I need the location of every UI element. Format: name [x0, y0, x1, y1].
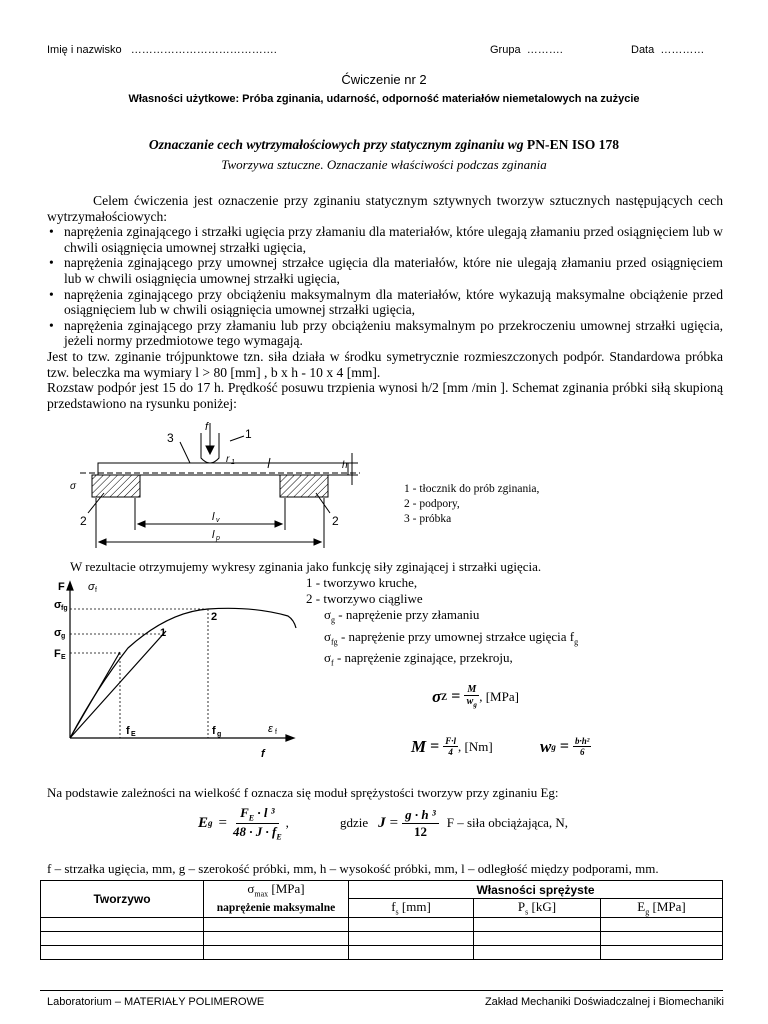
unit: [MPa]: [649, 899, 686, 915]
label-sigma-fg-sub: fg: [61, 605, 68, 612]
axis-eps-sub: f: [275, 729, 277, 736]
curve-1-brittle: [70, 631, 166, 738]
table-cell[interactable]: [41, 945, 204, 959]
label-f: f: [205, 421, 209, 433]
specimen-paragraph: Jest to tzw. zginanie trójpunktowe tzn. siła działa w środku symetrycznie rozmieszczonych podpór. Standardowa próbka tzw. beleczka ma wymiary l > 80 [mm] , b x h - 10 x 4 [mm].: [47, 348, 723, 380]
formula-lhs-sub: Z: [441, 691, 448, 702]
formula-lhs: E: [198, 814, 209, 831]
label-fE: f: [126, 725, 130, 737]
table-cell[interactable]: [601, 931, 723, 945]
group-field: [490, 44, 563, 56]
support-left: [92, 475, 140, 497]
numerator: M: [464, 684, 479, 696]
sub: s: [525, 907, 529, 917]
unit: , [MPa]: [479, 688, 519, 704]
label-FE: F: [54, 648, 61, 660]
exercise-number: Ćwiczenie nr 2: [341, 72, 427, 87]
sub: fg: [331, 637, 338, 647]
legend-item: 1 - tłocznik do prób zginania,: [404, 483, 540, 495]
denominator: 12: [413, 823, 427, 839]
sym: f: [391, 899, 396, 915]
def-text: - naprężenie zginające, przekroju,: [333, 650, 513, 666]
bending-curve-chart: [48, 576, 310, 760]
definitions-line: f – strzałka ugięcia, mm, g – szerokość próbki, mm, h – wysokość próbki, mm, l – odległość między podporami, mm.: [47, 861, 659, 876]
curve-label-1: 1: [160, 627, 167, 639]
doc-subtitle: Tworzywa sztuczne. Oznaczanie właściwości podczas zginania: [221, 157, 547, 172]
formula-lhs: w: [540, 736, 552, 756]
formula-J: [340, 803, 568, 843]
schematic-legend: [404, 482, 539, 527]
unit: [kG]: [528, 899, 557, 915]
label-3: 3: [167, 431, 174, 445]
formula-sigma: [432, 684, 519, 709]
axis-f: f: [261, 748, 265, 760]
table-cell[interactable]: [41, 931, 204, 945]
def-sigma-fg: [306, 629, 578, 651]
group-dots: ……….: [526, 44, 563, 56]
date-field: [631, 44, 704, 56]
formula-Eg: [198, 803, 289, 843]
exercise-subtitle: Własności użytkowe: Próba zginania, udarność, odporność materiałów niemetalowych na zużycie: [128, 93, 640, 105]
header-Eg: [601, 899, 723, 918]
denominator: 6: [579, 747, 585, 757]
label-fg-sub: g: [217, 731, 222, 738]
table-cell[interactable]: [349, 917, 474, 931]
fraction: [573, 736, 591, 757]
label-r1: r: [226, 454, 230, 465]
denominator: [233, 824, 282, 842]
table-cell[interactable]: [474, 917, 601, 931]
table-cell[interactable]: [204, 931, 349, 945]
formula-lhs-sub: g: [551, 741, 556, 752]
label-sigma-g-sub: g: [61, 633, 66, 640]
legend-ductile: 2 - tworzywo ciągliwe: [306, 591, 423, 606]
group-label: Grupa: [490, 44, 521, 56]
numerator: F·l: [445, 736, 457, 746]
footer-left: Laboratorium – MATERIAŁY POLIMEROWE: [47, 996, 265, 1008]
fraction: [233, 805, 282, 841]
label-1: 1: [245, 427, 252, 441]
sub: f: [331, 658, 334, 668]
gdzie: gdzie: [340, 815, 369, 830]
modulus-intro: Na podstawie zależności na wielkość f oznacza się moduł sprężystości tworzyw przy zginaniu Eg:: [47, 785, 559, 800]
table-cell[interactable]: [349, 945, 474, 959]
axis-F: F: [58, 581, 65, 593]
table-row: [41, 945, 723, 959]
header-sigma: [204, 881, 349, 899]
label-2-right: 2: [332, 514, 339, 528]
label-r1-sub: 1: [231, 459, 235, 466]
name-dots: ………………………………….: [130, 44, 277, 56]
axis-sigma-f: σ: [88, 581, 95, 593]
formula-lhs: σ: [432, 686, 442, 706]
date-dots: …………: [660, 44, 705, 56]
footer-rule: [40, 990, 723, 991]
equals: =: [430, 737, 440, 755]
equals: =: [559, 737, 569, 755]
F-description: F – siła obciążająca, N,: [446, 815, 569, 830]
label-fE-sub: E: [131, 731, 136, 738]
table-cell[interactable]: [601, 917, 723, 931]
title-main: Oznaczanie cech wytrzymałościowych przy statycznym zginaniu wg: [148, 137, 524, 152]
label-lv-sub: v: [216, 517, 220, 524]
sym: σ: [247, 881, 255, 896]
sym: P: [517, 899, 526, 915]
header-Ps: [474, 899, 601, 918]
formula-lhs-sub: g: [208, 818, 213, 828]
equals: =: [389, 814, 399, 831]
table-cell[interactable]: [601, 945, 723, 959]
name-field: [47, 44, 277, 56]
legend-item: 3 - próbka: [404, 513, 452, 525]
numerator: [236, 805, 279, 824]
footer-right: Zakład Mechaniki Doświadczalnej i Biomechaniki: [484, 996, 724, 1008]
curve-label-2: 2: [211, 611, 218, 623]
list-item: • naprężenia zginającego przy obciążeniu maksymalnym dla materiałów, które wykazują maksymalne obciążenie przed osiągnięciem lub w chwili osiągnięcia umownej strzałki ugięcia,: [47, 287, 723, 318]
num-tail: · l ³: [254, 804, 275, 820]
table-cell[interactable]: [474, 931, 601, 945]
numerator: b·h²: [574, 736, 590, 746]
table-cell[interactable]: [204, 945, 349, 959]
date-label: Data: [631, 44, 655, 56]
legend-item: 2 - podpory,: [404, 498, 460, 510]
label-h: h: [342, 460, 348, 471]
num-text: F: [240, 804, 249, 820]
fraction: [443, 736, 458, 757]
formula-lhs: M: [411, 736, 427, 756]
unit: [mm]: [398, 899, 431, 915]
header-sigma-desc: naprężenie maksymalne: [204, 899, 349, 918]
sub: max: [254, 889, 269, 899]
den-text: 48 · J · f: [232, 823, 277, 839]
sub: g: [574, 637, 579, 647]
label-lv: l: [212, 511, 215, 523]
fraction: [402, 807, 439, 840]
sub: g: [645, 907, 650, 917]
supports-paragraph: Rozstaw podpór jest 15 do 17 h. Prędkość posuwu trzpienia wynosi h/2 [mm /min ]. Schemat zginania próbki siłą skupioną przedstawiono na rysunku poniżej:: [47, 380, 723, 411]
num-sub: E: [248, 813, 255, 823]
name-label: Imię i nazwisko: [47, 44, 122, 56]
intro-block: [47, 193, 723, 411]
formula-wg: [540, 736, 591, 757]
formula-M: [411, 736, 493, 757]
label-sigma: σ: [70, 481, 77, 492]
unit: , [Nm]: [458, 738, 493, 754]
curve-legend: [306, 575, 578, 672]
table-row: [41, 917, 723, 931]
sym: σ: [324, 607, 332, 622]
sym: E: [637, 899, 646, 915]
title-norm: PN-EN ISO 178: [526, 137, 620, 152]
table-cell[interactable]: [204, 917, 349, 931]
list-item: • naprężenia zginającego i strzałki ugięcia przy złamaniu dla materiałów, które ulegają złamaniu przed osiągnięciem lub w chwili osiągnięcia umownej strzałki ugięcia,: [47, 224, 723, 255]
def-sigma-f: [306, 650, 578, 672]
label-2-left: 2: [80, 514, 87, 528]
curve-2-ductile: [70, 608, 296, 738]
axis-sigma-f-sub: f: [95, 587, 97, 594]
sym: σ: [324, 650, 332, 666]
table-row: [41, 931, 723, 945]
label-lp-sub: p: [216, 535, 220, 542]
table-cell[interactable]: [41, 917, 204, 931]
sub: s: [395, 907, 399, 917]
unit: [MPa]: [268, 881, 305, 896]
doc-title: [0, 137, 768, 153]
den-sub: g: [473, 701, 477, 709]
list-item: • naprężenia zginającego przy umownej strzałce ugięcia dla materiałów, które nie ulegają złamaniu przed osiągnięciem lub w chwili osiągnięcia umownej strzałki ugięcia,: [47, 255, 723, 286]
equals: =: [218, 814, 227, 831]
header-material: Tworzywo: [41, 881, 204, 918]
axis-eps: ε: [268, 723, 273, 735]
def-sigma-g: [306, 607, 578, 629]
results-table: [40, 880, 723, 960]
bending-schematic: [40, 418, 380, 552]
table-cell[interactable]: [349, 931, 474, 945]
def-text: - naprężenie przy umownej strzałce ugięcia f: [337, 628, 575, 644]
header-fs: [349, 899, 474, 918]
list-item: • naprężenia zginającego przy złamaniu lub przy obciążeniu maksymalnym po przekroczeniu umownej strzałki ugięcia, jeżeli normy przedmiotowe tego wymagają.: [47, 318, 723, 349]
J-symbol: J: [378, 814, 386, 831]
den-sub: E: [276, 832, 282, 842]
legend-brittle: 1 - tworzywo kruche,: [306, 575, 418, 590]
label-FE-sub: E: [61, 654, 66, 661]
support-right: [280, 475, 328, 497]
equals: =: [451, 687, 461, 705]
requirements-list: [47, 224, 723, 349]
sub: g: [331, 615, 336, 625]
sym: σ: [324, 628, 332, 644]
denominator: 4: [448, 747, 453, 757]
label-sigma-fg: σ: [54, 599, 62, 611]
denominator: [467, 696, 477, 709]
header-elastic-group: Własności sprężyste: [349, 881, 723, 899]
comma: ,: [285, 815, 289, 830]
intro-text: Celem ćwiczenia jest oznaczenie przy zginaniu statycznym sztywnych tworzyw sztucznych następujących cech wytrzymałościowych:: [47, 193, 723, 224]
den-text: w: [466, 696, 474, 707]
results-intro: W rezultacie otrzymujemy wykresy zginania jako funkcję siły zginającej i strzałki ugięcia.: [70, 559, 542, 574]
fraction: [464, 684, 479, 709]
def-text: - naprężenie przy złamaniu: [335, 607, 480, 622]
table-cell[interactable]: [474, 945, 601, 959]
label-lp: l: [212, 529, 215, 541]
numerator: g · h ³: [402, 807, 439, 824]
label-sigma-g: σ: [54, 627, 62, 639]
label-fg: f: [212, 725, 216, 737]
